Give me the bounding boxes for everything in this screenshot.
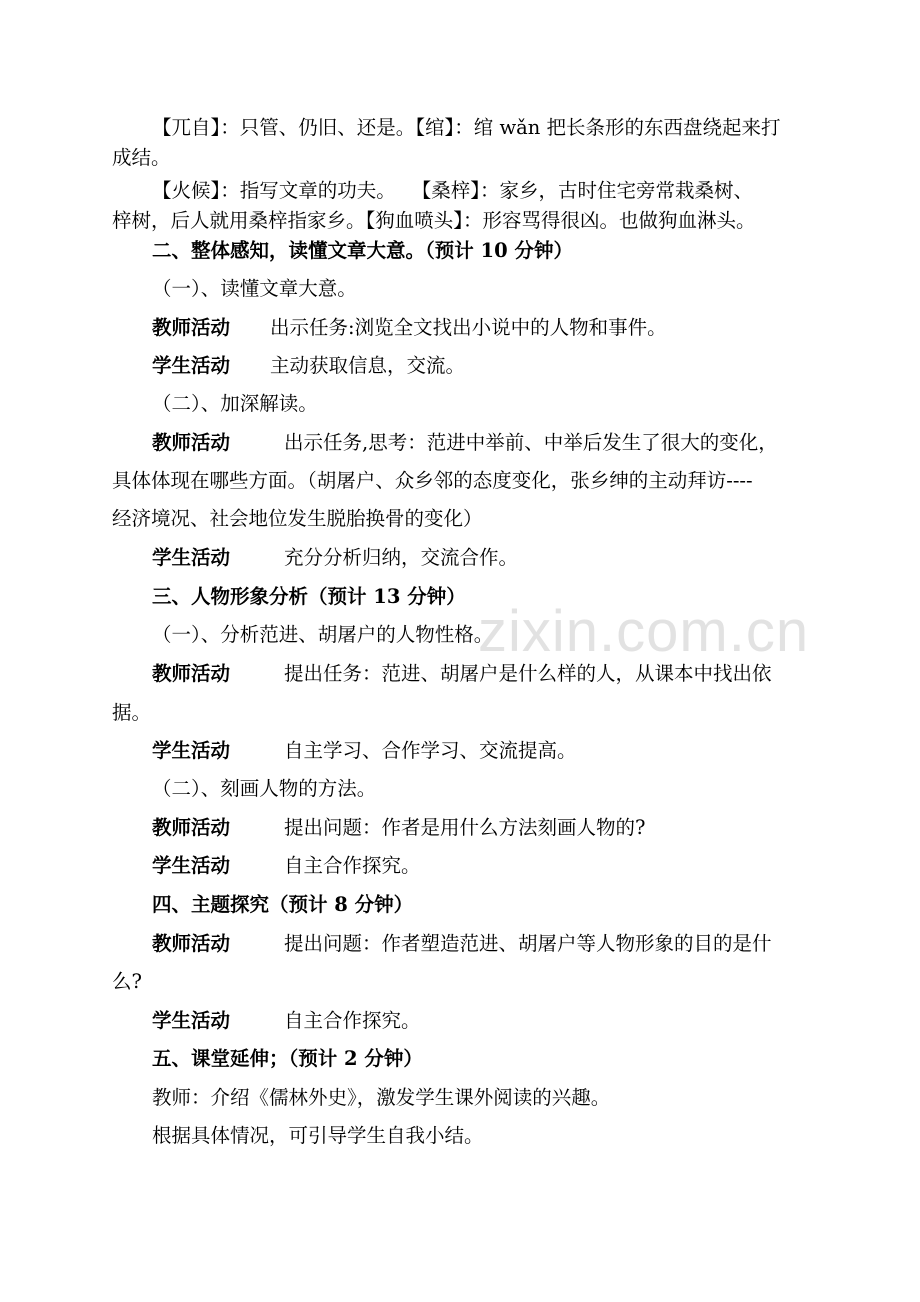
s3-subheading-1: （一）、分析范进、胡屠户的人物性格。 — [152, 623, 494, 646]
watermark: zixin.com.cn — [478, 599, 810, 664]
s2-teacher-activity-2 — [152, 430, 778, 456]
s5-line-2: 根据具体情况，可引导学生自我小结。 — [152, 1124, 484, 1147]
vocab-line-2: 成结。 — [112, 146, 171, 169]
student-label: 学生活动 — [152, 354, 231, 377]
s2-student-activity-2 — [152, 545, 518, 571]
teacher-text: 出示任务:浏览全文找出小说中的人物和事件。 — [270, 316, 667, 339]
s3-subheading-2: （二）、刻画人物的方法。 — [152, 777, 377, 800]
teacher-text: 提出问题：作者塑造范进、胡屠户等人物形象的目的是什 — [284, 932, 772, 955]
s4-student-activity — [152, 1008, 421, 1034]
s2-subheading-1: （一）、读懂文章大意。 — [152, 277, 357, 300]
s4-teacher-activity — [152, 931, 772, 957]
teacher-label: 教师活动 — [152, 316, 231, 339]
student-text: 充分分析归纳，交流合作。 — [284, 546, 519, 569]
student-text: 自主学习、合作学习、交流提高。 — [284, 739, 577, 762]
student-text: 主动获取信息，交流。 — [270, 354, 466, 377]
s2-student-activity-1 — [152, 353, 465, 379]
s2-subheading-2: （二）、加深解读。 — [152, 392, 318, 415]
s3-teacher-activity-1-line-2: 据。 — [112, 701, 152, 724]
teacher-text: 提出任务：范进、胡屠户是什么样的人，从课本中找出依 — [284, 662, 772, 685]
vocab-line-4: 梓树，后人就用桑梓指家乡。【狗血喷头】：形容骂得很凶。也做狗血淋头。 — [112, 209, 756, 232]
student-text: 自主合作探究。 — [284, 854, 421, 877]
s5-line-1: 教师：介绍《儒林外史》，激发学生课外阅读的兴趣。 — [152, 1086, 611, 1109]
student-text: 自主合作探究。 — [284, 1009, 421, 1032]
teacher-label: 教师活动 — [152, 662, 231, 685]
teacher-text: 出示任务,思考：范进中举前、中举后发生了很大的变化， — [284, 431, 778, 454]
s3-teacher-activity-2 — [152, 815, 645, 841]
student-label: 学生活动 — [152, 739, 231, 762]
student-label: 学生活动 — [152, 854, 231, 877]
teacher-text: 提出问题：作者是用什么方法刻画人物的? — [284, 816, 646, 839]
vocab-line-3: 【火候】：指写文章的功夫。 【桑梓】：家乡，古时住宅旁常栽桑树、 — [152, 179, 753, 202]
s3-student-activity-1 — [152, 738, 577, 764]
section-5-heading: 五、课堂延伸；（预计 2 分钟） — [152, 1047, 423, 1070]
section-4-heading: 四、主题探究（预计 8 分钟） — [152, 893, 414, 916]
student-label: 学生活动 — [152, 1009, 231, 1032]
teacher-label: 教师活动 — [152, 816, 231, 839]
s2-teacher-activity-1 — [152, 315, 667, 341]
teacher-label: 教师活动 — [152, 932, 231, 955]
vocab-line-1: 【兀自】：只管、仍旧、还是。【绾】：绾 wǎn 把长条形的东西盘绕起来打 — [152, 116, 781, 139]
s2-teacher-activity-2-line-2: 具体体现在哪些方面。（胡屠户、众乡邻的态度变化，张乡绅的主动拜访---- — [112, 469, 753, 492]
s4-teacher-activity-line-2: 么? — [112, 970, 142, 993]
teacher-label: 教师活动 — [152, 431, 231, 454]
student-label: 学生活动 — [152, 546, 231, 569]
section-3-heading: 三、人物形象分析（预计 13 分钟） — [152, 585, 466, 608]
s3-student-activity-2 — [152, 853, 421, 879]
section-2-heading: 二、整体感知，读懂文章大意。（预计 10 分钟） — [152, 239, 573, 262]
s2-teacher-activity-2-line-3: 经济境况、社会地位发生脱胎换骨的变化） — [112, 507, 483, 530]
